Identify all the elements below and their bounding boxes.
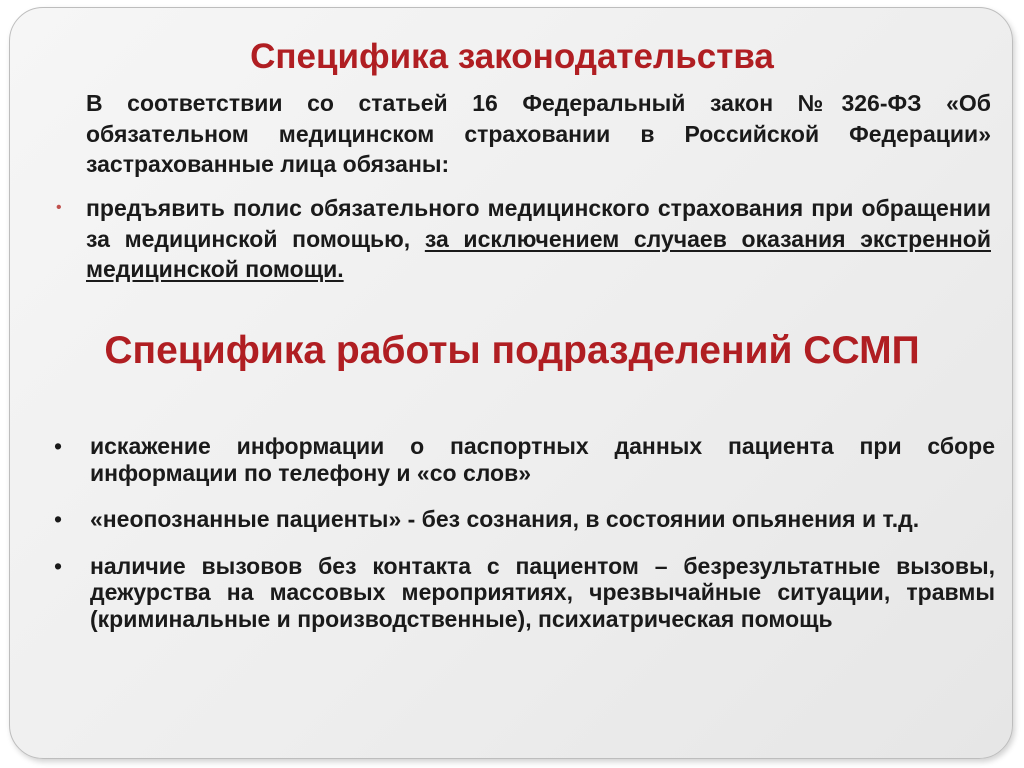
list-item-text: «неопознанные пациенты» - без сознания, в состоянии опьянения и т.д.	[90, 506, 920, 532]
bullet-icon: •	[54, 552, 63, 579]
slide-title: Специфика законодательства	[250, 37, 774, 76]
list-item	[50, 506, 995, 533]
obligation-text: предъявить полис обязательного медицинского страхования при обращении за медицинской помощью,	[86, 195, 991, 252]
obligation-bullet-icon: •	[56, 199, 62, 216]
list-item-text: искажение информации о паспортных данных пациента при сборе информации по телефону и «со слов»	[90, 433, 995, 486]
specifics-list	[50, 433, 995, 652]
list-item	[50, 553, 995, 633]
list-item-text: наличие вызовов без контакта с пациентом – безрезультатные вызовы, дежурства на массовых мероприятиях, чрезвычайные ситуации, травмы (криминальные и производственные), психиатрическая помощь	[90, 552, 995, 632]
bullet-icon: •	[54, 506, 63, 532]
obligation-exception: за исключением случаев оказания экстренной медицинской помощи.	[86, 225, 991, 282]
list-item	[50, 433, 995, 486]
section-title: Специфика работы подразделений ССМП	[104, 329, 920, 372]
obligation-paragraph	[86, 193, 991, 285]
bullet-icon: •	[54, 433, 63, 459]
intro-paragraph: В соответствии со статьей 16 Федеральный закон №326-ФЗ «Об обязательном медицинском страховании в Российской Федерации» застрахованные лица обязаны:	[86, 90, 991, 177]
